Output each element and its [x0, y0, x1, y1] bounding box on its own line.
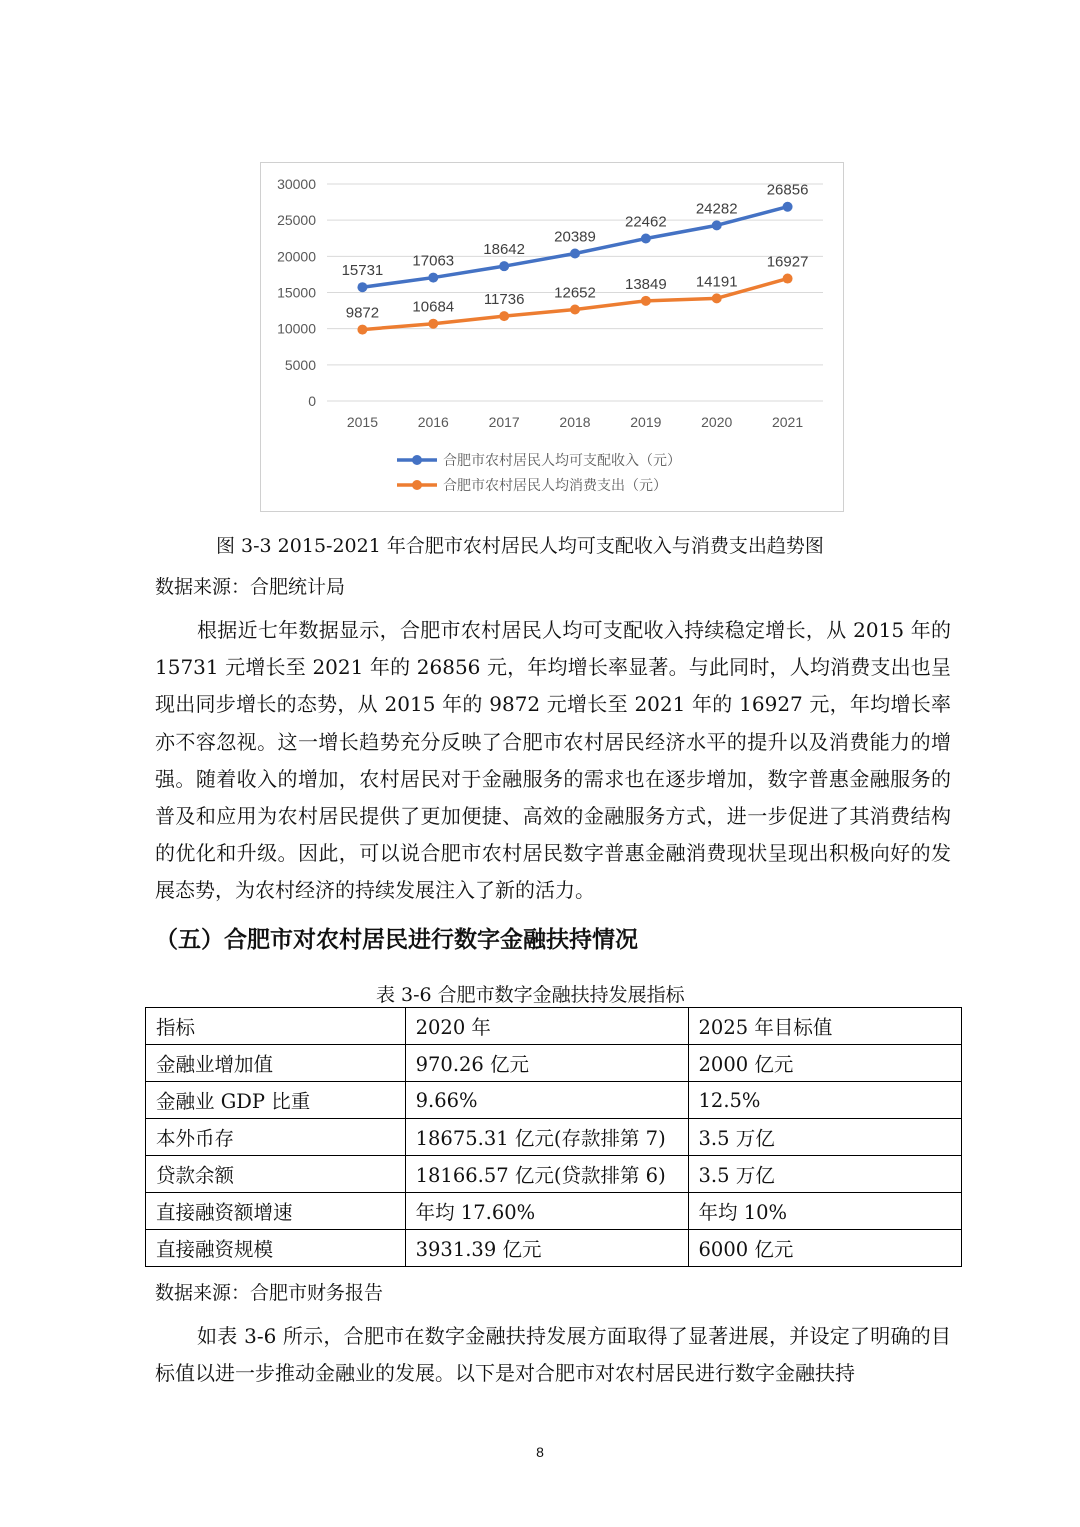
data-point [641, 296, 651, 306]
table-cell: 直接融资规模 [146, 1230, 406, 1267]
legend-label: 合肥市农村居民人均可支配收入（元） [443, 453, 681, 469]
data-point [570, 304, 580, 314]
table-cell: 3.5 万亿 [688, 1119, 961, 1156]
section-heading: （五）合肥市对农村居民进行数字金融扶持情况 [155, 927, 638, 953]
data-point [712, 220, 722, 230]
data-label: 22462 [624, 213, 667, 231]
table-cell: 2000 亿元 [688, 1045, 961, 1082]
legend-marker [412, 480, 422, 490]
body-paragraph-2: 如表 3-6 所示，合肥市在数字金融扶持发展方面取得了显著进展，并设定了明确的目标值以进一步推动金融业的发展。以下是对合肥市对农村居民进行数字金融扶持 [155, 1324, 951, 1386]
data-label: 24282 [695, 200, 738, 218]
indicator-table [145, 1007, 962, 1267]
x-tick-label: 2020 [701, 414, 733, 430]
page-number: 8 [536, 1444, 544, 1460]
table-cell: 18166.57 亿元(贷款排第 6) [405, 1156, 688, 1193]
table-cell: 金融业增加值 [146, 1045, 406, 1082]
data-point [357, 282, 367, 292]
data-point [641, 234, 651, 244]
chart-svg [261, 163, 843, 511]
table-row [146, 1082, 962, 1119]
x-tick-label: 2016 [417, 414, 449, 430]
y-tick-label: 30000 [277, 176, 316, 192]
figure-caption: 图 3-3 2015-2021 年合肥市农村居民人均可支配收入与消费支出趋势图 [216, 535, 824, 557]
y-tick-label: 0 [308, 393, 316, 409]
table-row [146, 1156, 962, 1193]
data-label: 18642 [483, 241, 526, 259]
legend-label: 合肥市农村居民人均消费支出（元） [443, 478, 667, 494]
table-source: 数据来源：合肥市财务报告 [155, 1282, 384, 1304]
table-row [146, 1193, 962, 1230]
data-label: 26856 [766, 181, 809, 199]
data-point [357, 325, 367, 335]
data-label: 9872 [345, 304, 380, 322]
data-label: 12652 [554, 284, 596, 302]
table-cell: 金融业 GDP 比重 [146, 1082, 406, 1119]
data-label: 11736 [483, 291, 525, 309]
table-cell: 970.26 亿元 [405, 1045, 688, 1082]
table-cell: 直接融资额增速 [146, 1193, 406, 1230]
y-tick-label: 10000 [277, 320, 316, 337]
data-point [570, 249, 580, 259]
data-label: 15731 [341, 262, 384, 280]
header-2025-target: 2025 年目标值 [688, 1008, 961, 1045]
table-row [146, 1045, 962, 1082]
data-label: 10684 [412, 298, 455, 316]
body-paragraph-1: 根据近七年数据显示，合肥市农村居民人均可支配收入持续稳定增长，从 2015 年的 15731 元增长至 2021 年的 26856 元，年均增长率显著。与此同时，人均消费支出也呈现出同步增长的态势，从 2015 年的 9872 元增长至 2021 年的 16927 元，年均增长率亦不容忽视。这一增长趋势充分反映了合肥市农村居民经济水平的提升以及消费能力的增强。随着收入的增加，农村居民对于金融服务的需求也在逐步增加，数字普惠金融服务的普及和应用为农村居民提供了更加便捷、高效的金融服务方式，进一步促进了其消费结构的优化和升级。因此，可以说合肥市农村居民数字普惠金融消费现状呈现出积极向好的发展态势，为农村经济的持续发展注入了新的活力。 [155, 618, 951, 903]
table-cell: 年均 17.60% [405, 1193, 688, 1230]
figure-source: 数据来源：合肥统计局 [155, 576, 346, 598]
data-label: 20389 [554, 228, 596, 246]
data-point [428, 319, 438, 329]
x-tick-label: 2015 [346, 414, 379, 430]
data-label: 17063 [412, 252, 455, 270]
header-2020: 2020 年 [405, 1008, 688, 1045]
table-cell: 年均 10% [688, 1193, 961, 1230]
line-chart [260, 162, 844, 512]
table-caption: 表 3-6 合肥市数字金融扶持发展指标 [376, 984, 685, 1006]
data-point [783, 274, 793, 284]
data-point [499, 261, 509, 271]
data-label: 14191 [695, 273, 738, 291]
table-cell: 3931.39 亿元 [405, 1230, 688, 1267]
table-cell: 18675.31 亿元(存款排第 7) [405, 1119, 688, 1156]
x-tick-label: 2021 [771, 414, 804, 430]
y-tick-label: 5000 [284, 356, 316, 373]
table-row [146, 1119, 962, 1156]
data-point [428, 273, 438, 283]
table-header-row [146, 1008, 962, 1045]
table-row [146, 1230, 962, 1267]
table-cell: 本外币存 [146, 1119, 406, 1156]
table-cell: 9.66% [405, 1082, 688, 1119]
table-cell: 12.5% [688, 1082, 961, 1119]
x-tick-label: 2018 [559, 414, 591, 430]
data-point [783, 202, 793, 212]
y-tick-label: 15000 [277, 284, 316, 301]
x-tick-label: 2017 [488, 414, 520, 430]
table-cell: 3.5 万亿 [688, 1156, 961, 1193]
data-point [499, 311, 509, 321]
x-tick-label: 2019 [630, 414, 662, 430]
y-tick-label: 25000 [277, 212, 316, 229]
table-cell: 6000 亿元 [688, 1230, 961, 1267]
header-indicator: 指标 [146, 1008, 406, 1045]
data-point [712, 293, 722, 303]
legend-marker [412, 455, 422, 465]
table-cell: 贷款余额 [146, 1156, 406, 1193]
y-tick-label: 20000 [277, 248, 316, 265]
data-label: 16927 [766, 253, 809, 271]
data-label: 13849 [624, 275, 667, 293]
